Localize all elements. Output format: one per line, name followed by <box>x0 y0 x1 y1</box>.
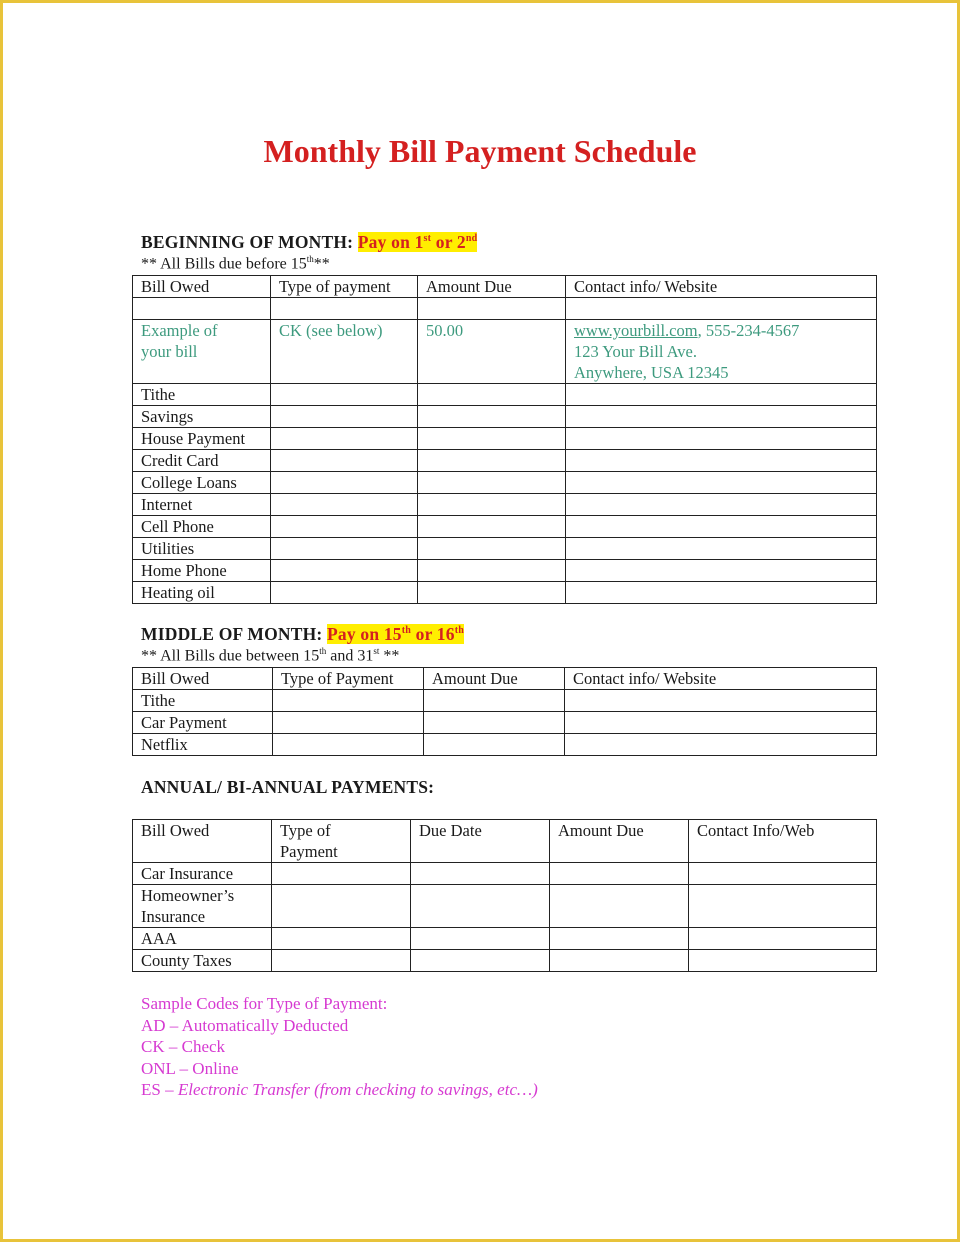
annual-table <box>132 819 877 972</box>
table-row: Car Payment <box>133 712 877 734</box>
code-onl: ONL – Online <box>141 1058 239 1078</box>
header-type: Type of Payment <box>272 820 411 863</box>
example-contact: www.yourbill.com, 555-234-4567 123 Your Bill Ave. Anywhere, USA 12345 <box>566 320 877 384</box>
payment-codes <box>141 993 538 1101</box>
beginning-highlight: Pay on 1st or 2nd <box>357 232 478 252</box>
table-header-row <box>133 276 877 298</box>
example-row <box>133 320 877 384</box>
code-ad: AD – Automatically Deducted <box>141 1015 349 1035</box>
table-row: Credit Card <box>133 450 877 472</box>
codes-title: Sample Codes for Type of Payment: <box>141 994 388 1013</box>
beginning-heading-label: BEGINNING OF MONTH: <box>141 232 358 252</box>
code-ck: CK – Check <box>141 1037 226 1056</box>
table-row: Homeowner’s Insurance <box>133 885 877 928</box>
header-amount: Amount Due <box>550 820 689 863</box>
header-amount: Amount Due <box>418 276 566 298</box>
table-row: House Payment <box>133 428 877 450</box>
beginning-table <box>132 275 877 604</box>
table-row: County Taxes <box>133 950 877 972</box>
table-row: Tithe <box>133 690 877 712</box>
header-type: Type of payment <box>271 276 418 298</box>
header-contact: Contact info/ Website <box>566 276 877 298</box>
middle-heading-label: MIDDLE OF MONTH: <box>141 624 328 644</box>
table-row: Tithe <box>133 384 877 406</box>
middle-highlight: Pay on 15th or 16th <box>327 624 464 644</box>
table-row: AAA <box>133 928 877 950</box>
example-bill: Example of your bill <box>133 320 271 384</box>
header-type: Type of Payment <box>273 668 424 690</box>
example-website-link[interactable]: www.yourbill.com <box>574 321 698 340</box>
table-row: Savings <box>133 406 877 428</box>
table-row: Cell Phone <box>133 516 877 538</box>
table-row: Netflix <box>133 734 877 756</box>
middle-heading <box>141 624 464 645</box>
table-row: College Loans <box>133 472 877 494</box>
header-bill-owed: Bill Owed <box>133 276 271 298</box>
annual-heading: ANNUAL/ BI-ANNUAL PAYMENTS: <box>141 777 435 797</box>
middle-note: ** All Bills due between 15th and 31st ** <box>141 646 400 665</box>
page-title: Monthly Bill Payment Schedule <box>263 133 697 169</box>
table-header-row <box>133 820 877 863</box>
table-row: Heating oil <box>133 582 877 604</box>
header-amount: Amount Due <box>424 668 565 690</box>
header-bill-owed: Bill Owed <box>133 820 272 863</box>
code-es: ES – Electronic Transfer (from checking to savings, etc…) <box>141 1080 538 1099</box>
table-row: Utilities <box>133 538 877 560</box>
header-bill-owed: Bill Owed <box>133 668 273 690</box>
middle-table <box>132 667 877 756</box>
header-due-date: Due Date <box>411 820 550 863</box>
beginning-note: ** All Bills due before 15th** <box>141 254 330 273</box>
header-contact: Contact info/ Website <box>565 668 877 690</box>
table-row: Home Phone <box>133 560 877 582</box>
beginning-heading <box>141 232 477 253</box>
example-type: CK (see below) <box>271 320 418 384</box>
table-row <box>133 298 877 320</box>
table-row: Internet <box>133 494 877 516</box>
table-header-row <box>133 668 877 690</box>
example-amount: 50.00 <box>418 320 566 384</box>
table-row: Car Insurance <box>133 863 877 885</box>
header-contact: Contact Info/Web <box>689 820 877 863</box>
